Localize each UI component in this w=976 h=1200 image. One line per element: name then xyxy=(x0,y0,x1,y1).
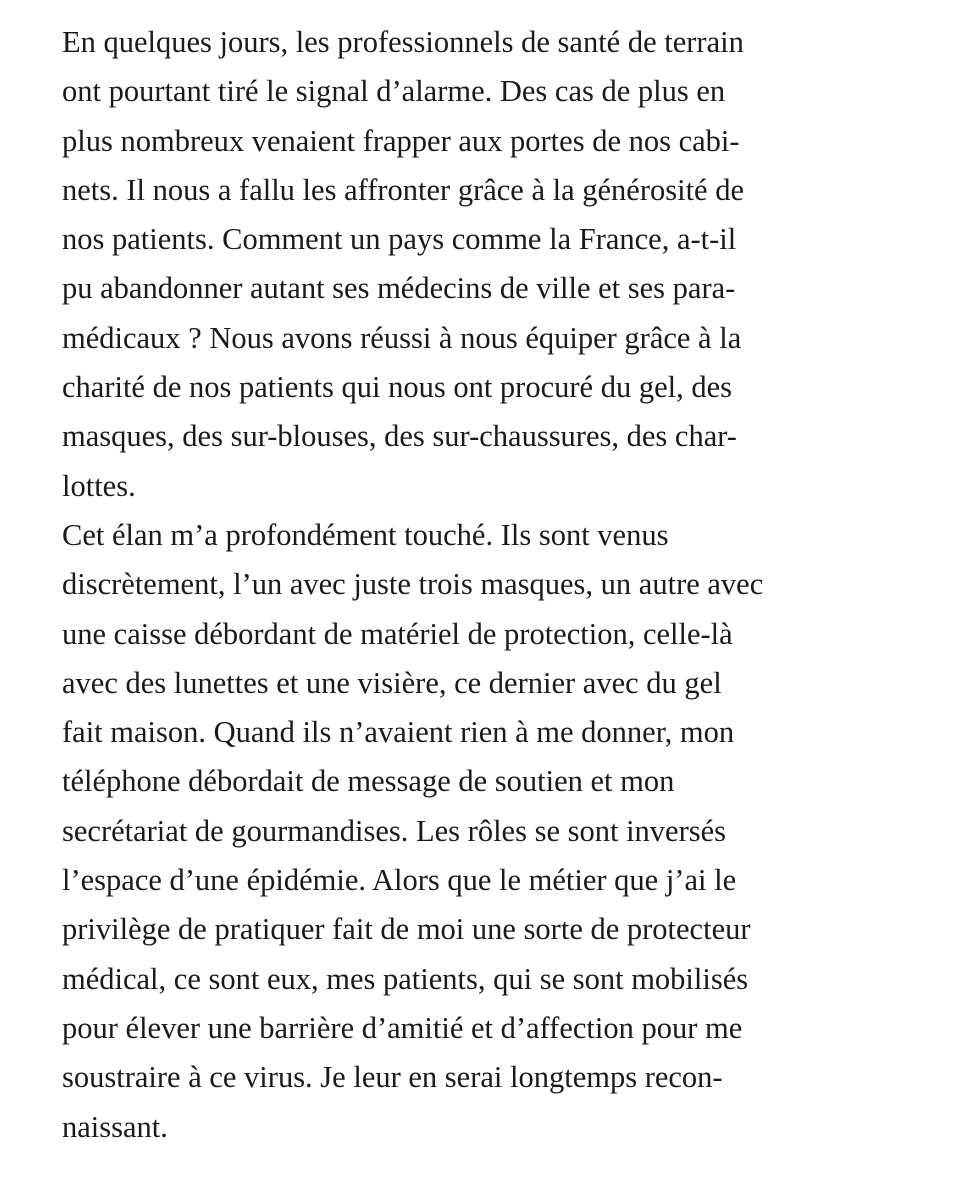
text-line: privilège de pratiquer fait de moi une sorte de protecteur xyxy=(62,912,751,947)
text-line: discrètement, l’un avec juste trois masques, un autre avec xyxy=(62,567,764,602)
text-line: médical, ce sont eux, mes patients, qui se sont mobilisés xyxy=(62,961,749,996)
text-line: nos patients. Comment un pays comme la France, a-t-il xyxy=(62,222,737,257)
text-line: l’espace d’une épidémie. Alors que le métier que j’ai le xyxy=(62,863,737,898)
text-line: médicaux ? Nous avons réussi à nous équiper grâce à la xyxy=(62,320,742,355)
text-line: masques, des sur-blouses, des sur-chaussures, des char- xyxy=(62,419,737,454)
document-page xyxy=(62,18,912,1152)
text-line: une caisse débordant de matériel de protection, celle-là xyxy=(62,616,733,651)
text-line: charité de nos patients qui nous ont procuré du gel, des xyxy=(62,370,732,405)
text-line: nets. Il nous a fallu les affronter grâce à la générosité de xyxy=(62,172,745,207)
text-line: pour élever une barrière d’amitié et d’affection pour me xyxy=(62,1010,743,1045)
text-line: pu abandonner autant ses médecins de ville et ses para- xyxy=(62,271,736,306)
text-line: ont pourtant tiré le signal d’alarme. Des cas de plus en xyxy=(62,74,726,109)
text-line: secrétariat de gourmandises. Les rôles se sont inversés xyxy=(62,813,727,848)
text-line: avec des lunettes et une visière, ce dernier avec du gel xyxy=(62,665,722,700)
text-line: lottes. xyxy=(62,468,136,503)
text-line: fait maison. Quand ils n’avaient rien à me donner, mon xyxy=(62,715,735,750)
paragraph-2 xyxy=(62,511,912,1152)
paragraph-1 xyxy=(62,18,912,511)
text-line: plus nombreux venaient frapper aux portes de nos cabi- xyxy=(62,123,740,158)
text-line: téléphone débordait de message de soutien et mon xyxy=(62,764,675,799)
text-line: naissant. xyxy=(62,1109,168,1144)
text-line: En quelques jours, les professionnels de santé de terrain xyxy=(62,25,744,59)
text-line: Cet élan m’a profondément touché. Ils sont venus xyxy=(62,517,669,552)
text-line: soustraire à ce virus. Je leur en serai longtemps recon- xyxy=(62,1060,723,1095)
